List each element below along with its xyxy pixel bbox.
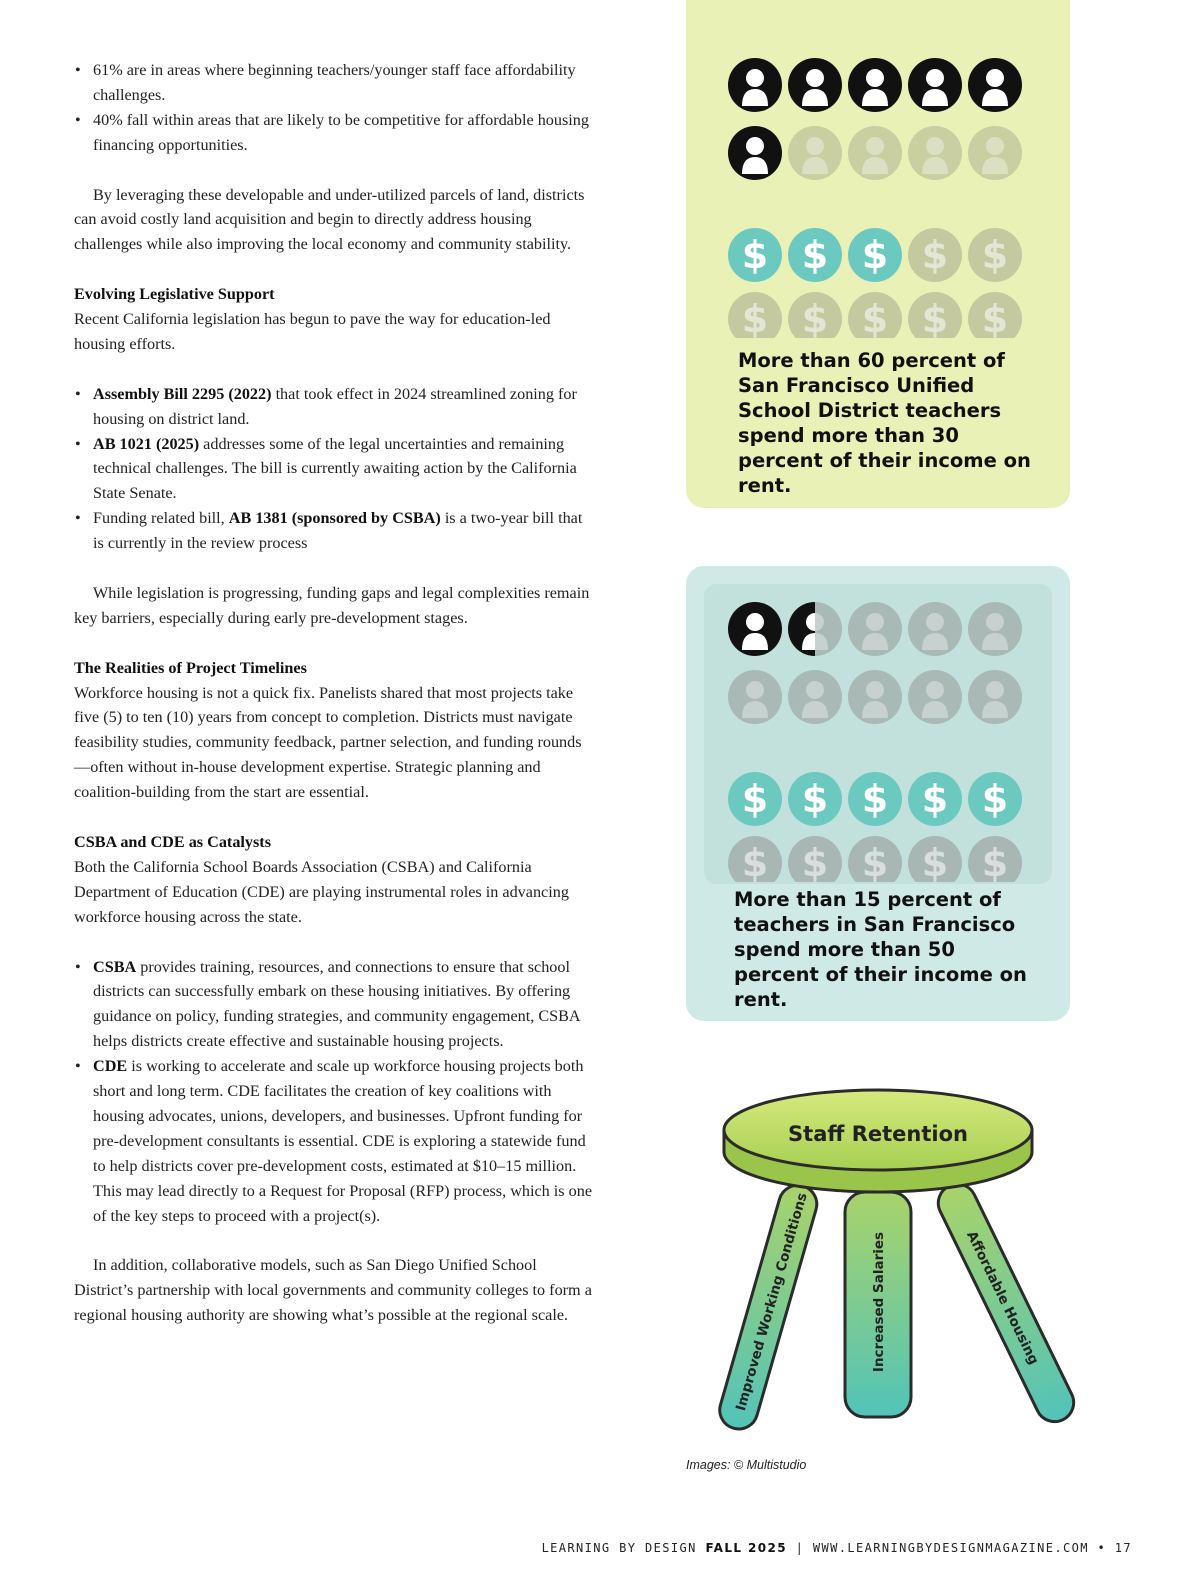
person-icon bbox=[728, 602, 782, 656]
svg-text:$: $ bbox=[861, 233, 889, 277]
dollar-icon bbox=[848, 292, 902, 338]
org-text: is working to accelerate and scale up workforce housing projects both short and long term. CDE facilitates the creation of key coalitions with housing advocates, unions, developers, and businesses. Upfront funding for pre-development consultants is essential. CDE is exploring a statewide fund to help districts cover pre-development costs, estimated at $10–15 million. This may lead directly to a Request for Proposal (RFP) process, which is one of the key steps to proceed with a project(s). bbox=[93, 1057, 593, 1225]
bill-text: addresses some of the legal uncertainties and remaining technical challenges. The bill is currently awaiting action by the California State Senate. bbox=[93, 434, 577, 503]
svg-text:$: $ bbox=[981, 297, 1009, 338]
dollar-icon bbox=[788, 772, 842, 826]
dollar-icon bbox=[728, 772, 782, 826]
dollar-icon bbox=[908, 292, 962, 338]
svg-text:$: $ bbox=[921, 233, 949, 277]
list-item bbox=[74, 955, 594, 1055]
svg-text:$: $ bbox=[861, 841, 889, 882]
bill-name: AB 1021 (2025) bbox=[93, 434, 200, 453]
section-heading: Evolving Legislative Support bbox=[74, 285, 275, 304]
stool-seat-label: Staff Retention bbox=[788, 1122, 968, 1146]
dollar-icon bbox=[848, 228, 902, 282]
dollar-icon bbox=[728, 228, 782, 282]
dollar-icon bbox=[788, 836, 842, 882]
paragraph: In addition, collaborative models, such as San Diego Unified School District’s partnership with local governments and community colleges to form a regional housing authority are showing what’s possible at the regional scale. bbox=[74, 1256, 592, 1325]
stool-leg-label: Improved Working Conditions bbox=[733, 1191, 811, 1413]
person-icon bbox=[728, 58, 782, 112]
list-item: • 40% fall within areas that are likely to be competitive for affordable housing financing opportunities. bbox=[74, 108, 594, 158]
infographic-icons-rent-50 bbox=[728, 602, 1028, 882]
svg-text:$: $ bbox=[741, 233, 769, 277]
person-icon bbox=[908, 670, 962, 724]
infographic-icons-rent-30 bbox=[728, 58, 1028, 338]
bill-name: AB 1381 (sponsored by CSBA) bbox=[228, 509, 441, 528]
person-icon bbox=[968, 126, 1022, 180]
svg-text:$: $ bbox=[741, 297, 769, 338]
svg-text:$: $ bbox=[921, 777, 949, 821]
person-icon bbox=[728, 670, 782, 724]
stool-leg-label: Increased Salaries bbox=[871, 1231, 887, 1373]
svg-text:$: $ bbox=[741, 841, 769, 882]
footer-issue: FALL 2025 bbox=[705, 1541, 788, 1555]
section-heading: CSBA and CDE as Catalysts bbox=[74, 833, 271, 851]
footer-magazine: LEARNING BY DESIGN bbox=[541, 1541, 706, 1555]
svg-text:$: $ bbox=[801, 841, 829, 882]
person-icon bbox=[968, 58, 1022, 112]
svg-text:$: $ bbox=[741, 777, 769, 821]
dollar-icon bbox=[788, 292, 842, 338]
list-item bbox=[74, 382, 594, 432]
org-text: provides training, resources, and connections to ensure that school districts can successfully embark on these housing initiatives. By offering guidance on policy, funding strategies, and community engagement, CSBA helps districts create effective and sustainable housing projects. bbox=[93, 957, 580, 1051]
dollar-icon bbox=[968, 292, 1022, 338]
image-credit: Images: © Multistudio bbox=[686, 1458, 807, 1472]
person-icon bbox=[788, 670, 842, 724]
svg-text:$: $ bbox=[801, 297, 829, 338]
staff-retention-stool-illustration bbox=[686, 1088, 1076, 1448]
section-heading: The Realities of Project Timelines bbox=[74, 658, 307, 677]
page-footer bbox=[542, 1541, 1132, 1555]
paragraph: Both the California School Boards Association (CSBA) and California Department of Education (CDE) are playing instrumental roles in advancing workforce housing across the state. bbox=[74, 857, 569, 926]
person-icon bbox=[968, 670, 1022, 724]
dollar-icon bbox=[968, 772, 1022, 826]
svg-text:$: $ bbox=[981, 777, 1009, 821]
infographic-caption: More than 15 percent of teachers in San Francisco spend more than 50 percent of their income on rent. bbox=[734, 888, 1027, 1011]
person-icon bbox=[788, 58, 842, 112]
paragraph: Workforce housing is not a quick fix. Panelists shared that most projects take five (5) to ten (10) years from concept to completion. Districts must navigate feasibility studies, community feedback, partner selection, and funding rounds—often without in-house development expertise. Strategic planning and coalition-building from the start are essential. bbox=[74, 683, 582, 802]
person-icon bbox=[908, 602, 962, 656]
bill-text: that took effect in 2024 streamlined zoning for housing on district land. bbox=[93, 384, 577, 428]
person-icon bbox=[848, 670, 902, 724]
paragraph: By leveraging these developable and under-utilized parcels of land, districts can avoid costly land acquisition and begin to directly address housing challenges while also improving the local economy and community stability. bbox=[74, 185, 585, 254]
dollar-icon bbox=[848, 836, 902, 882]
svg-text:$: $ bbox=[801, 233, 829, 277]
bill-name: Assembly Bill 2295 (2022) bbox=[93, 384, 272, 403]
list-item bbox=[74, 506, 594, 556]
paragraph: Recent California legislation has begun to pave the way for education-led housing efforts. bbox=[74, 310, 551, 353]
dollar-icon bbox=[908, 836, 962, 882]
dollar-icon bbox=[968, 228, 1022, 282]
svg-text:$: $ bbox=[861, 777, 889, 821]
org-name: CSBA bbox=[93, 957, 137, 976]
bill-prefix: Funding related bill, bbox=[93, 509, 229, 528]
dollar-icon bbox=[728, 836, 782, 882]
person-icon bbox=[848, 602, 902, 656]
list-item bbox=[74, 1054, 594, 1228]
footer-site: | WWW.LEARNINGBYDESIGNMAGAZINE.COM • 17 bbox=[787, 1541, 1132, 1555]
person-icon bbox=[788, 602, 842, 656]
stool-leg-label: Affordable Housing bbox=[963, 1228, 1042, 1368]
person-icon bbox=[788, 126, 842, 180]
dollar-icon bbox=[968, 836, 1022, 882]
dollar-icon bbox=[908, 772, 962, 826]
infographic-caption: More than 60 percent of San Francisco Unified School District teachers spend more than 30 percent of their income on rent. bbox=[738, 349, 1031, 497]
bill-text: is a two-year bill that is currently in the review process bbox=[93, 509, 583, 553]
article-text-column bbox=[74, 58, 594, 1328]
dollar-icon bbox=[908, 228, 962, 282]
svg-text:$: $ bbox=[801, 777, 829, 821]
dollar-icon bbox=[788, 228, 842, 282]
dollar-icon bbox=[728, 292, 782, 338]
person-icon bbox=[848, 58, 902, 112]
person-icon bbox=[848, 126, 902, 180]
list-item: • 61% are in areas where beginning teachers/younger staff face affordability challenges. bbox=[74, 58, 594, 108]
svg-text:$: $ bbox=[921, 841, 949, 882]
person-icon bbox=[968, 602, 1022, 656]
person-icon bbox=[908, 58, 962, 112]
svg-text:$: $ bbox=[921, 297, 949, 338]
svg-text:$: $ bbox=[861, 297, 889, 338]
list-item bbox=[74, 432, 594, 507]
svg-text:$: $ bbox=[981, 841, 1009, 882]
person-icon bbox=[908, 126, 962, 180]
paragraph: While legislation is progressing, funding gaps and legal complexities remain key barriers, especially during early pre-development stages. bbox=[74, 583, 590, 627]
org-name: CDE bbox=[93, 1057, 128, 1076]
svg-text:$: $ bbox=[981, 233, 1009, 277]
person-icon bbox=[728, 126, 782, 180]
dollar-icon bbox=[848, 772, 902, 826]
